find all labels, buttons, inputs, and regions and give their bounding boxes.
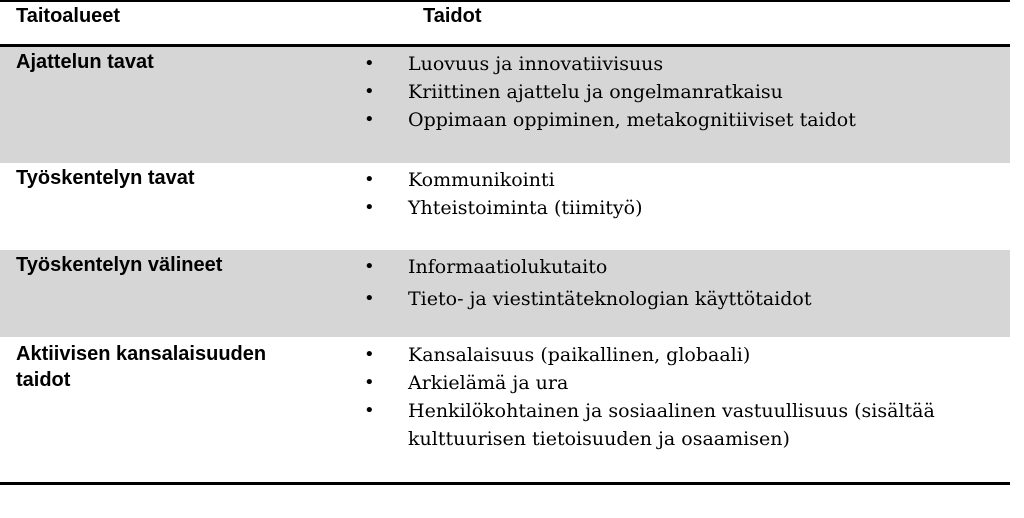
skill-list — [360, 341, 1000, 453]
list-item: • Henkilökohtainen ja sosiaalinen vastuullisuus (sisältää kulttuurisen tietoisuuden ja osaamisen) — [360, 397, 1000, 453]
area-label: Työskentelyn tavat — [16, 167, 195, 189]
bullet-icon: • — [364, 344, 375, 365]
bullet-icon: • — [364, 256, 375, 277]
bullet-icon: • — [364, 197, 375, 218]
table-row — [0, 337, 1010, 482]
list-item: • Luovuus ja innovatiivisuus — [360, 50, 1000, 78]
table-row — [0, 47, 1010, 163]
skill-list — [360, 252, 1000, 314]
table-header-row — [0, 2, 1010, 44]
header-taidot: Taidot — [423, 5, 482, 27]
list-item: • Informaatiolukutaito — [360, 252, 1000, 282]
list-item: • Kriittinen ajattelu ja ongelmanratkaisu — [360, 78, 1000, 106]
skill-list — [360, 166, 1000, 222]
bullet-icon: • — [364, 53, 375, 74]
list-item: • Yhteistoiminta (tiimityö) — [360, 194, 1000, 222]
header-taitoalueet: Taitoalueet — [16, 5, 121, 27]
table-row — [0, 250, 1010, 337]
area-label: Aktiivisen kansalaisuuden taidot — [16, 343, 267, 391]
bullet-icon: • — [364, 400, 375, 421]
skill-list — [360, 50, 1000, 134]
table-bottom-rule — [0, 482, 1010, 485]
area-label: Ajattelun tavat — [16, 51, 154, 73]
list-item: • Kansalaisuus (paikallinen, globaali) — [360, 341, 1000, 369]
bullet-icon: • — [364, 372, 375, 393]
list-item: • Oppimaan oppiminen, metakognitiiviset taidot — [360, 106, 1000, 134]
list-item: • Tieto- ja viestintäteknologian käyttötaidot — [360, 284, 1000, 314]
bullet-icon: • — [364, 288, 375, 309]
list-item: • Arkielämä ja ura — [360, 369, 1000, 397]
bullet-icon: • — [364, 81, 375, 102]
list-item: • Kommunikointi — [360, 166, 1000, 194]
area-label: Työskentelyn välineet — [16, 254, 223, 276]
table-row — [0, 163, 1010, 250]
bullet-icon: • — [364, 109, 375, 130]
bullet-icon: • — [364, 169, 375, 190]
